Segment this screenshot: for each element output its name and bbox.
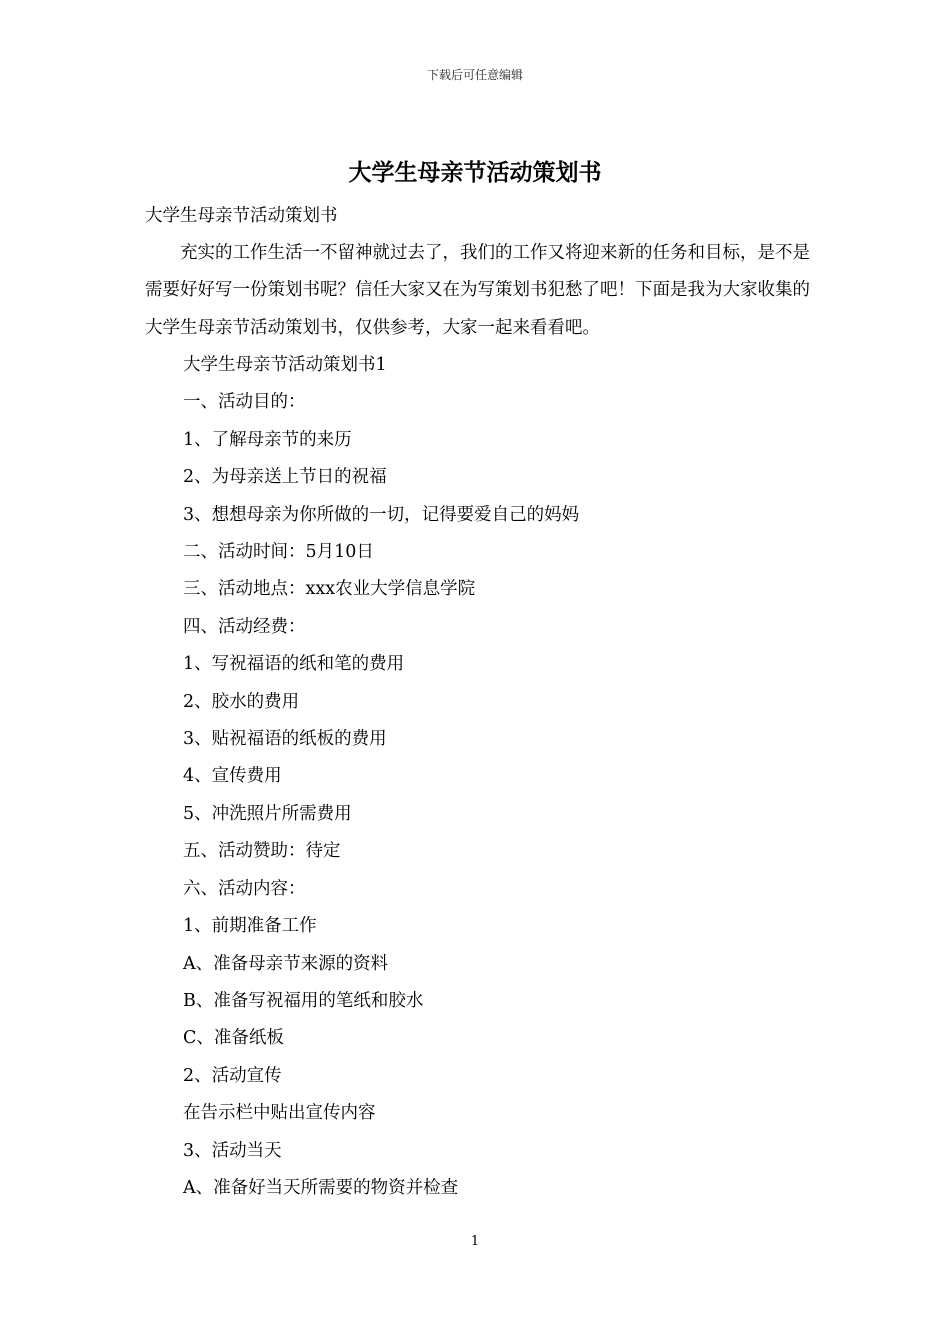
content-line: 3、贴祝福语的纸板的费用 xyxy=(183,729,387,750)
content-line: 2、胶水的费用 xyxy=(183,691,300,712)
content-line: 五、活动赞助：待定 xyxy=(183,841,341,862)
content-line: B、准备写祝福用的笔纸和胶水 xyxy=(183,990,424,1011)
content-line: 四、活动经费： xyxy=(183,616,306,637)
intro-paragraph: 充实的工作生活一不留神就过去了，我们的工作又将迎来新的任务和目标，是不是需要好好写一份策划书呢？信任大家又在为写策划书犯愁了吧！下面是我为大家收集的大学生母亲节活动策划书，仅供参考，大家一起来看看吧。 xyxy=(145,243,810,338)
content-line: 4、宣传费用 xyxy=(183,766,282,787)
content-line: 二、活动时间：5月10日 xyxy=(183,542,374,563)
content-line: 1、写祝福语的纸和笔的费用 xyxy=(183,654,405,675)
content-line: A、准备好当天所需要的物资并检查 xyxy=(183,1177,459,1198)
content-line: 1、前期准备工作 xyxy=(183,916,317,937)
document-title: 大学生母亲节活动策划书 xyxy=(348,159,602,186)
content-line: C、准备纸板 xyxy=(183,1028,284,1049)
content-line: 3、想想母亲为你所做的一切，记得要爱自己的妈妈 xyxy=(183,504,580,525)
content-line: 在告示栏中贴出宣传内容 xyxy=(183,1103,376,1124)
content-line: A、准备母亲节来源的资料 xyxy=(183,953,389,974)
content-line: 三、活动地点：xxx农业大学信息学院 xyxy=(183,579,476,600)
content-line: 一、活动目的： xyxy=(183,392,306,413)
content-lines xyxy=(183,347,823,1207)
content-line: 2、活动宣传 xyxy=(183,1065,282,1086)
page-header-note: 下载后可任意编辑 xyxy=(426,68,523,82)
content-line: 2、为母亲送上节日的祝福 xyxy=(183,467,387,488)
content-line: 大学生母亲节活动策划书1 xyxy=(183,355,387,375)
content-line: 1、了解母亲节的来历 xyxy=(183,429,352,450)
page-number: 1 xyxy=(470,1234,480,1249)
content-line: 六、活动内容： xyxy=(183,878,306,899)
content-line: 3、活动当天 xyxy=(183,1140,282,1161)
document-subtitle: 大学生母亲节活动策划书 xyxy=(145,206,338,226)
content-line: 5、冲洗照片所需费用 xyxy=(183,803,352,824)
